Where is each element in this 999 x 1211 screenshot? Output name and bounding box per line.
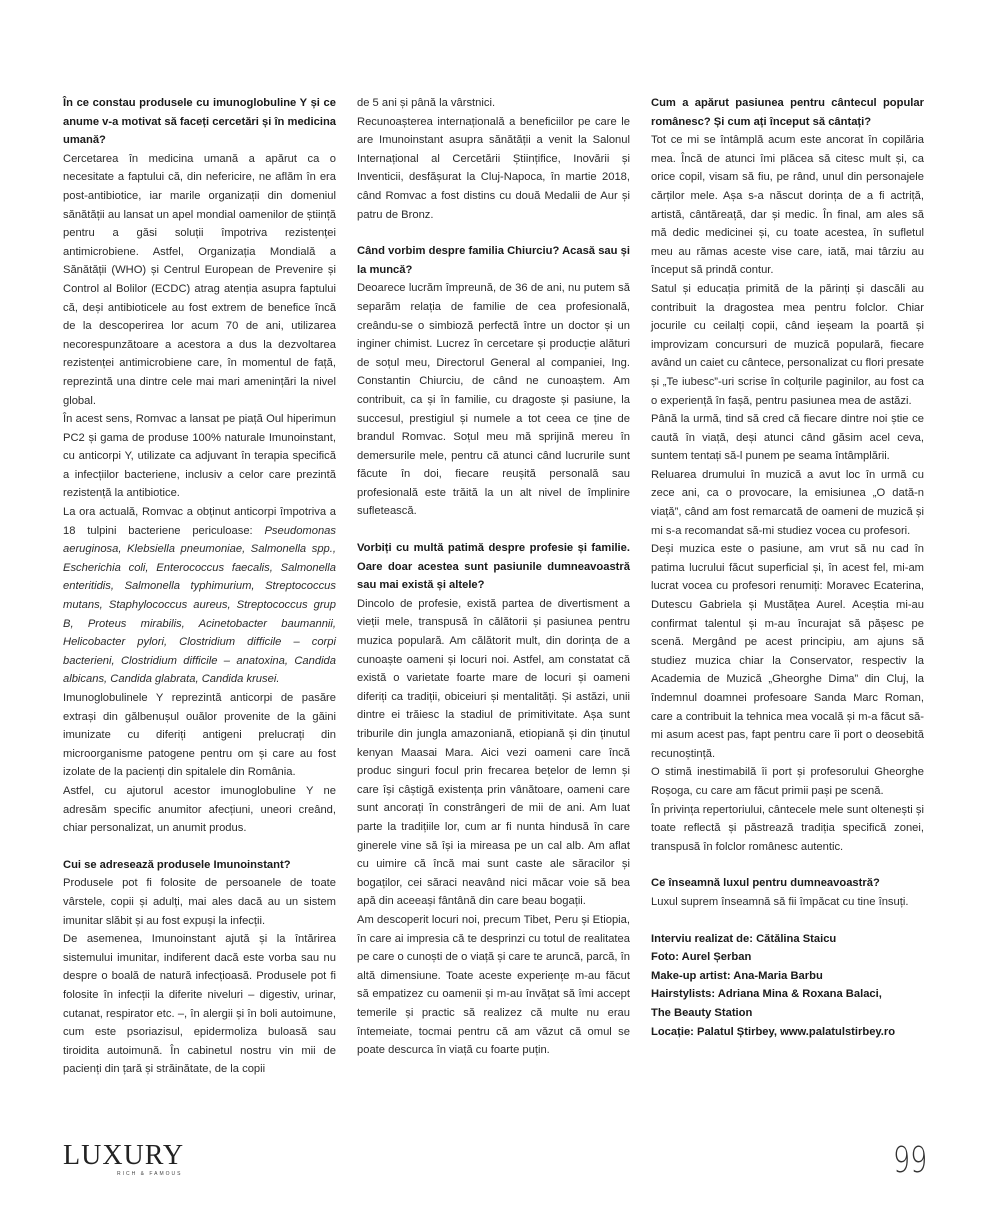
credit-makeup: Make-up artist: Ana-Maria Barbu <box>651 969 823 982</box>
column-right <box>651 94 924 1041</box>
paragraph: Am descoperit locuri noi, precum Tibet, Peru și Etiopia, în care ai impresia că te desprinzi cu totul de realitatea pe care o cunoști de o viață și care te aruncă, parcă, în altă dimensiune. Toate aceste experiențe m-au făcut să empatizez cu oamenii și m-au învățat să îmi accept temerile și practic să realizez că multe nu erau întemeiate, tocmai pentru că am văzut că omul se poate descurca în viață cu foarte puțin. <box>357 913 630 1057</box>
paragraph: Deoarece lucrăm împreună, de 36 de ani, nu putem să separăm relația de familie de cea profesională, creându-se o simbioză perfectă între un doctor și un inginer chimist. Lucrez în cercetare și producție alături de soțul meu, Directorul General al companiei, Ing. Constantin Chiurciu, de când ne cunoaștem. Am contribuit, ca și în familie, cu dragoste și pasiune, la succesul, prestigiul și numele a tot ceea ce ține de brandul Romvac. Soțul meu mă sprijină mereu în demersurile mele, pentru că atunci când lucrurile sunt făcute în doi, fiecare reușită personală sau profesională este trăită la un alt nivel de împlinire sufletească. <box>357 282 630 518</box>
question-heading: Cui se adresează produsele Imunoinstant? <box>63 858 291 871</box>
paragraph: de 5 ani și până la vârstnici. <box>357 97 496 109</box>
paragraph: Deși muzica este o pasiune, am vrut să nu cad în patima lucrului făcut superficial și, în acest fel, mi-am lucrat vocea cu profesori renumiți: Moravec Ecaterina, Dutescu Gabriela și Mustățea Aurel. Aceștia mi-au confirmat talentul și m-au încurajat să pășesc pe scenă. Mergând pe acest principiu, am ajuns să studiez muzica chiar la Conservator, respectiv la Academia de Muzică „Gheorghe Dima” din Cluj, la îndemnul doamnei profesoare Sanda Marc Roman, care a contribuit la tehnica mea vocală și m-a făcut să-mi asum acest pas, fapt pentru care îi port o deosebită recunoștință. <box>651 543 924 760</box>
column-middle <box>357 94 630 1060</box>
paragraph: În privința repertoriului, cântecele mele sunt oltenești și toate reflectă și păstrează tradiția specifică zonei, transpusă în folclor românesc autentic. <box>651 803 924 853</box>
paragraph: Imunoglobulinele Y reprezintă anticorpi de pasăre extrași din gălbenușul ouălor provenite de la găini imunizate cu diferiți antigeni prelucrați din microorganisme patogene pentru om și care au fost izolate de la pacienți din spitalele din România. <box>63 692 336 779</box>
paragraph: Reluarea drumului în muzică a avut loc în urmă cu zece ani, ca o provocare, la emisiunea „O dată-n viață”, când am fost remarcată de oameni de muzică și mi s-a recomandat să-mi studiez vocea cu profesori. <box>651 468 924 537</box>
paragraph: Recunoașterea internațională a beneficiilor pe care le are Imunoinstant asupra sănătății a venit la Salonul Internațional al Cercetării Științifice, Inovării și Inventicii, desfășurat la Cluj-Napoca, în martie 2018, când Romvac a fost distins cu două Medalii de Aur și patru de Bronz. <box>357 115 630 221</box>
question-heading: Cum a apărut pasiunea pentru cântecul popular românesc? Și cum ați început să cântați? <box>651 97 924 128</box>
paragraph: Astfel, cu ajutorul acestor imunoglobuline Y ne adresăm specific anumitor afecțiuni, uneori creând, chiar personalizat, un anumit produs. <box>63 784 336 835</box>
magazine-logo: LUXURY <box>63 1140 185 1171</box>
credit-hair-salon: The Beauty Station <box>651 1006 753 1019</box>
paragraph: Dincolo de profesie, există partea de divertisment a vieții mele, transpusă în călătorii și pasiunea pentru muzica populară. Am călătorit mult, din dorința de a cunoaște oameni și locuri noi. Astfel, am constatat că există o varietate foarte mare de locuri și oameni diferiți ca tradiții, obiceiuri și mentalități. Și astăzi, unii dintre ei trăiesc la stadiul de primitivitate. Așa sunt triburile din jungla amazoniană, etiopiană și din ținutul kenyan Maasai Mara. Aici vezi oameni care încă produc singuri focul prin frecarea bețelor de lemn și care își câștigă existența prin vânătoare, oameni care sunt ancorați în constrângeri de mii de ani. Am luat parte la tradițiile lor, cum ar fi nunta hindusă în care ginerele vine să își ia mireasa pe un cal alb. Am aflat cu uimire că încă mai sunt caste ale săracilor și bogaților, cei săraci neavând nici măcar voie să bea apă din aceeași fântână din care beau bogații. <box>357 597 630 908</box>
paragraph: Produsele pot fi folosite de persoanele de toate vârstele, copii și adulți, mai ales dacă au un sistem imunitar slăbit și au fost expuși la infecții. <box>63 877 336 927</box>
magazine-logo-subtitle: RICH & FAMOUS <box>117 1171 183 1177</box>
paragraph: Satul și educația primită de la părinți și dascăli au contribuit la dragostea mea pentru folclor. Chiar jocurile cu ceilalți copii, când ieșeam la poartă și improvizam concursuri de muzică populară, fiecare având un caiet cu cântece, personalizat cu flori presate și „Te iubesc”-uri scrise în colțurile paginilor, au fost ca o experiență în fașă, pentru pasiunea mea de astăzi. <box>651 282 925 407</box>
paragraph: Cercetarea în medicina umană a apărut ca o necesitate a faptului că, din nefericire, ne aflăm în era post-antibiotice, iar marile organizații din domeniul sănătății au lansat un apel mondial oamenilor de știință pentru a găsi soluții împotriva rezistenței antimicrobiene. Astfel, Organizația Mondială a Sănătății (WHO) și Centrul European de Prevenire și Control al Bolilor (ECDC) atrag atenția asupra faptului că, deși antibioticele au fost extrem de benefice încă de la descoperirea lor acum 70 de ani, utilizarea necorespunzătoare a acestora a dus la dezvoltarea rezistenței antimicrobiene care, în momentul de față, reprezintă una dintre cele mai mari amenințări la nivel global. <box>63 152 336 407</box>
question-heading: În ce constau produsele cu imunoglobuline Y și ce anume v-a motivat să faceți cercetări și în medicina umană? <box>63 97 336 147</box>
question-heading: Când vorbim despre familia Chiurciu? Acasă sau și la muncă? <box>357 245 630 276</box>
paragraph: Luxul suprem înseamnă să fii împăcat cu tine însuți. <box>651 895 909 908</box>
credit-location: Locație: Palatul Știrbey, www.palatulstirbey.ro <box>651 1025 896 1038</box>
question-heading: Ce înseamnă luxul pentru dumneavoastră? <box>651 877 880 890</box>
paragraph: Până la urmă, tind să cred că fiecare dintre noi știe ce caută în viață, deși atunci când găsim acel ceva, suntem tentați să-l punem pe seama întâmplării. <box>651 413 924 463</box>
page-number: 99 <box>893 1140 928 1181</box>
credit-photo: Foto: Aurel Șerban <box>651 951 752 964</box>
column-left <box>63 94 336 1079</box>
credit-hair: Hairstylists: Adriana Mina & Roxana Balaci, <box>651 988 882 1001</box>
credits-block <box>651 930 924 1042</box>
species-list: Pseudomonas aeruginosa, Klebsiella pneumoniae, Salmonella spp., Escherichia coli, Enterococcus faecalis, Salmonella enteritidis, Salmonella typhimurium, Streptococcus mutans, Staphylococcus aureus, Streptococcus grup B, Proteus mirabilis, Acinetobacter baumannii, Helicobacter pylori, Clostridium difficile – corpi bacterieni, Clostridium difficile – anatoxina, Candida albicans, Candida glabrata, Candida krusei. <box>63 524 336 686</box>
credit-interview: Interviu realizat de: Cătălina Staicu <box>651 932 837 945</box>
paragraph: În acest sens, Romvac a lansat pe piață Oul hiperimun PC2 și gama de produse 100% naturale Imunoinstant, cu anticorpi Y, utilizate ca adjuvant în terapia specifică a infecțiilor bacteriene, inclusiv a celor care prezintă rezistență la antibiotice. <box>63 413 336 500</box>
paragraph: De asemenea, Imunoinstant ajută și la întărirea sistemului imunitar, indiferent dacă este vorba sau nu despre o boală de natură infecțioasă. Produsele pot fi folosite în infecții la diferite niveluri – digestiv, urinar, cutanat, respirator etc. –, în alergii și în boli autoimune, cum este psoriazisul, epidermoliza buloasă sau tiroidita autoimună. În cabinetul nostru vin mii de pacienți din țară și străinătate, de la copii <box>63 933 336 1076</box>
paragraph: O stimă inestimabilă îi port și profesorului Gheorghe Roșoga, cu care am făcut primii pași pe scenă. <box>651 766 924 797</box>
species-intro: La ora actuală, Romvac a obținut anticorpi împotriva a 18 tulpini bacteriene periculoase: <box>63 506 336 537</box>
paragraph-species <box>63 503 336 689</box>
question-heading: Vorbiți cu multă patimă despre profesie și familie. Oare doar acestea sunt pasiunile dumneavoastră sau mai există și altele? <box>357 542 630 592</box>
paragraph: Tot ce mi se întâmplă acum este ancorat în copilăria mea. Încă de atunci îmi plăcea să citesc mult și, ca orice copil, visam să fiu, pe rând, unul din personajele cărților mele. Așa s-a născut dorința de a fi actriță, artistă, cântăreață, dar și medic. În final, am ales să mă dedic medicinei și, cu toate acestea, în sufletul meu au rămas aceste vise care, iată, mai târziu au început să prindă contur. <box>651 134 924 277</box>
